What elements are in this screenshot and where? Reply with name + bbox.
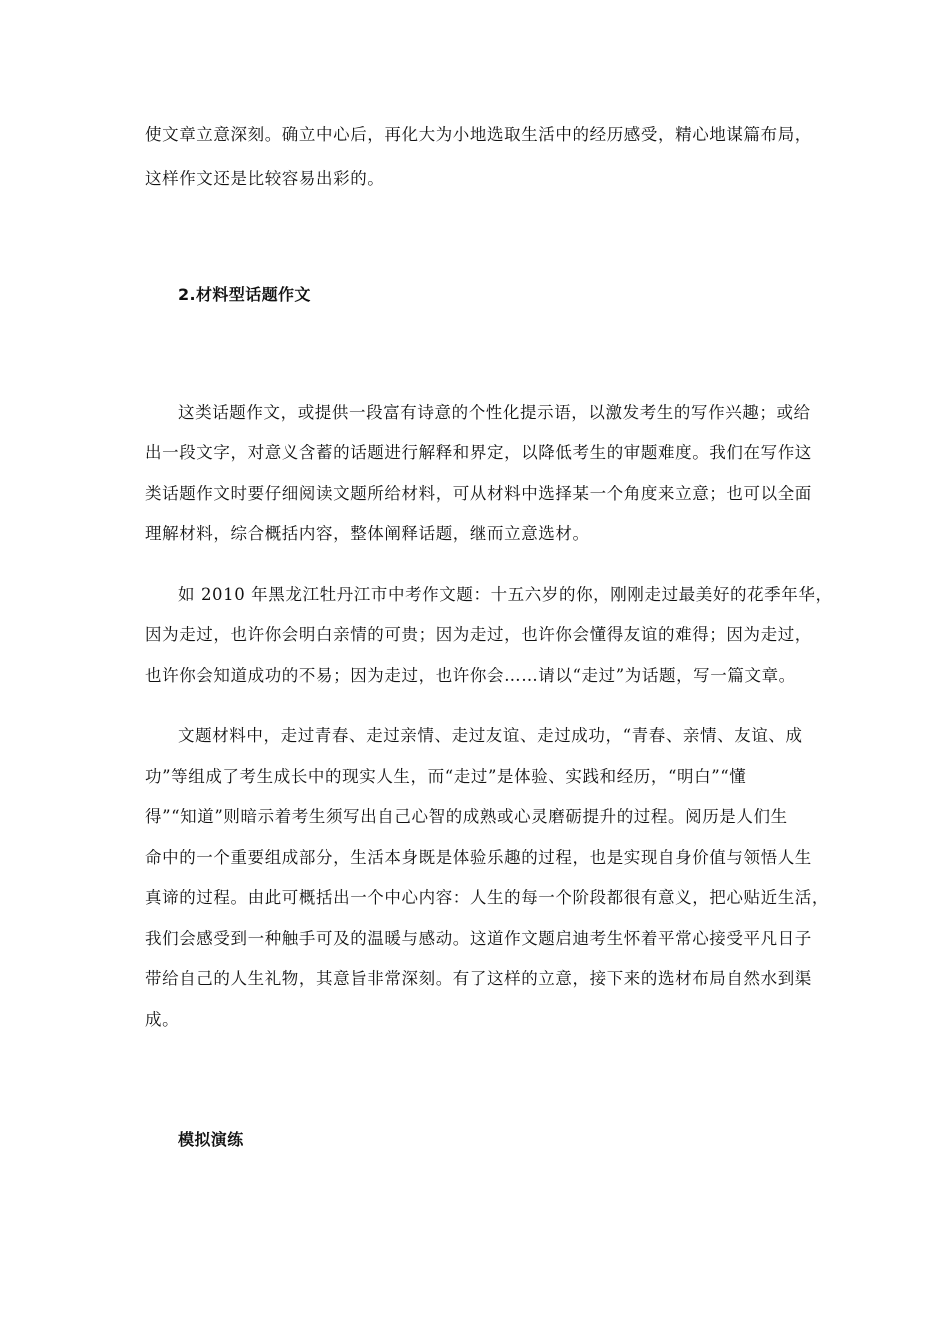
- paragraph3-line-4: 命中的一个重要组成部分，生活本身既是体验乐趣的过程，也是实现自身价值与领悟人生: [145, 848, 812, 867]
- paragraph3-line-1: 文题材料中，走过青春、走过亲情、走过友谊、走过成功，“青春、亲情、友谊、成: [178, 726, 803, 745]
- paragraph2-line-1: 如 2010 年黑龙江牡丹江市中考作文题：十五六岁的你，刚刚走过最美好的花季年华，: [178, 585, 833, 604]
- paragraph3-line-8: 成。: [145, 1010, 180, 1029]
- paragraph2-line-3: 也许你会知道成功的不易；因为走过，也许你会……请以“走过”为话题，写一篇文章。: [145, 666, 796, 685]
- practice-heading: 模拟演练: [178, 1130, 244, 1149]
- paragraph1-line-1: 这类话题作文，或提供一段富有诗意的个性化提示语，以激发考生的写作兴趣；或给: [178, 403, 811, 422]
- paragraph3-line-3: 得”“知道”则暗示着考生须写出自己心智的成熟或心灵磨砺提升的过程。阅历是人们生: [145, 807, 788, 826]
- paragraph1-line-3: 类话题作文时要仔细阅读文题所给材料，可从材料中选择某一个角度来立意；也可以全面: [145, 484, 812, 503]
- intro-line-2: 这样作文还是比较容易出彩的。: [145, 169, 385, 188]
- paragraph3-line-2: 功”等组成了考生成长中的现实人生，而“走过”是体验、实践和经历，“明白”“懂: [145, 767, 747, 786]
- paragraph2-line-2: 因为走过，也许你会明白亲情的可贵；因为走过，也许你会懂得友谊的难得；因为走过，: [145, 625, 812, 644]
- paragraph3-line-5: 真谛的过程。由此可概括出一个中心内容：人生的每一个阶段都很有意义，把心贴近生活，: [145, 888, 829, 907]
- intro-line-1: 使文章立意深刻。确立中心后，再化大为小地选取生活中的经历感受，精心地谋篇布局，: [145, 125, 812, 144]
- paragraph3-line-6: 我们会感受到一种触手可及的温暖与感动。这道作文题启迪考生怀着平常心接受平凡日子: [145, 929, 812, 948]
- section-heading: 2.材料型话题作文: [178, 285, 311, 304]
- paragraph1-line-2: 出一段文字，对意义含蓄的话题进行解释和界定，以降低考生的审题难度。我们在写作这: [145, 443, 812, 462]
- paragraph3-line-7: 带给自己的人生礼物，其意旨非常深刻。有了这样的立意，接下来的选材布局自然水到渠: [145, 969, 812, 988]
- paragraph1-line-4: 理解材料，综合概括内容，整体阐释话题，继而立意选材。: [145, 524, 590, 543]
